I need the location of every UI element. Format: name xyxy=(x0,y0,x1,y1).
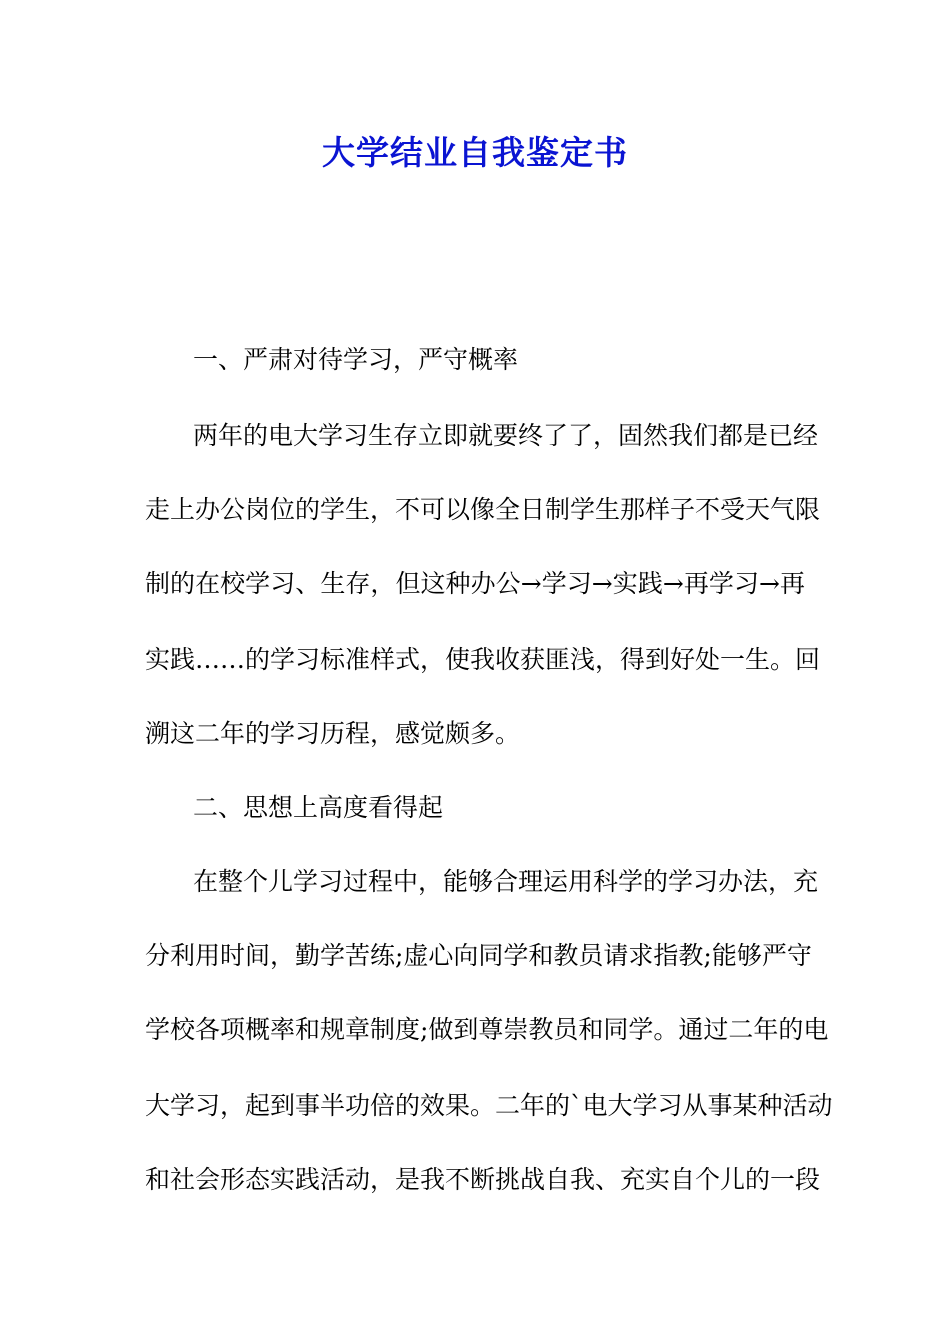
paragraph-2-line-5: 和社会形态实践活动，是我不断挑战自我、充实自个儿的一段 xyxy=(145,1165,821,1194)
document-title: 大学结业自我鉴定书 xyxy=(322,133,628,172)
paragraph-2-line-3: 学校各项概率和规章制度;做到尊崇教员和同学。通过二年的电 xyxy=(145,1015,829,1044)
paragraph-1-line-1: 两年的电大学习生存立即就要终了了，固然我们都是已经 xyxy=(193,421,819,450)
paragraph-2-line-2: 分利用时间，勤学苦练;虚心向同学和教员请求指教;能够严守 xyxy=(145,941,812,970)
paragraph-1-line-4: 实践……的学习标准样式，使我收获匪浅，得到好处一生。回 xyxy=(145,645,821,674)
paragraph-2-line-1: 在整个儿学习过程中，能够合理运用科学的学习办法，充 xyxy=(193,867,819,896)
paragraph-1-line-2: 走上办公岗位的学生，不可以像全日制学生那样子不受天气限 xyxy=(145,495,821,524)
paragraph-1-line-5: 溯这二年的学习历程，感觉颇多。 xyxy=(145,719,521,748)
section-heading-2: 二、思想上高度看得起 xyxy=(193,793,444,822)
section-heading-1: 一、严肃对待学习，严守概率 xyxy=(193,345,519,374)
paragraph-1-line-3: 制的在校学习、生存，但这种办公→学习→实践→再学习→再 xyxy=(145,569,805,598)
paragraph-2-line-4: 大学习，起到事半功倍的效果。二年的`电大学习从事某种活动 xyxy=(145,1091,833,1120)
